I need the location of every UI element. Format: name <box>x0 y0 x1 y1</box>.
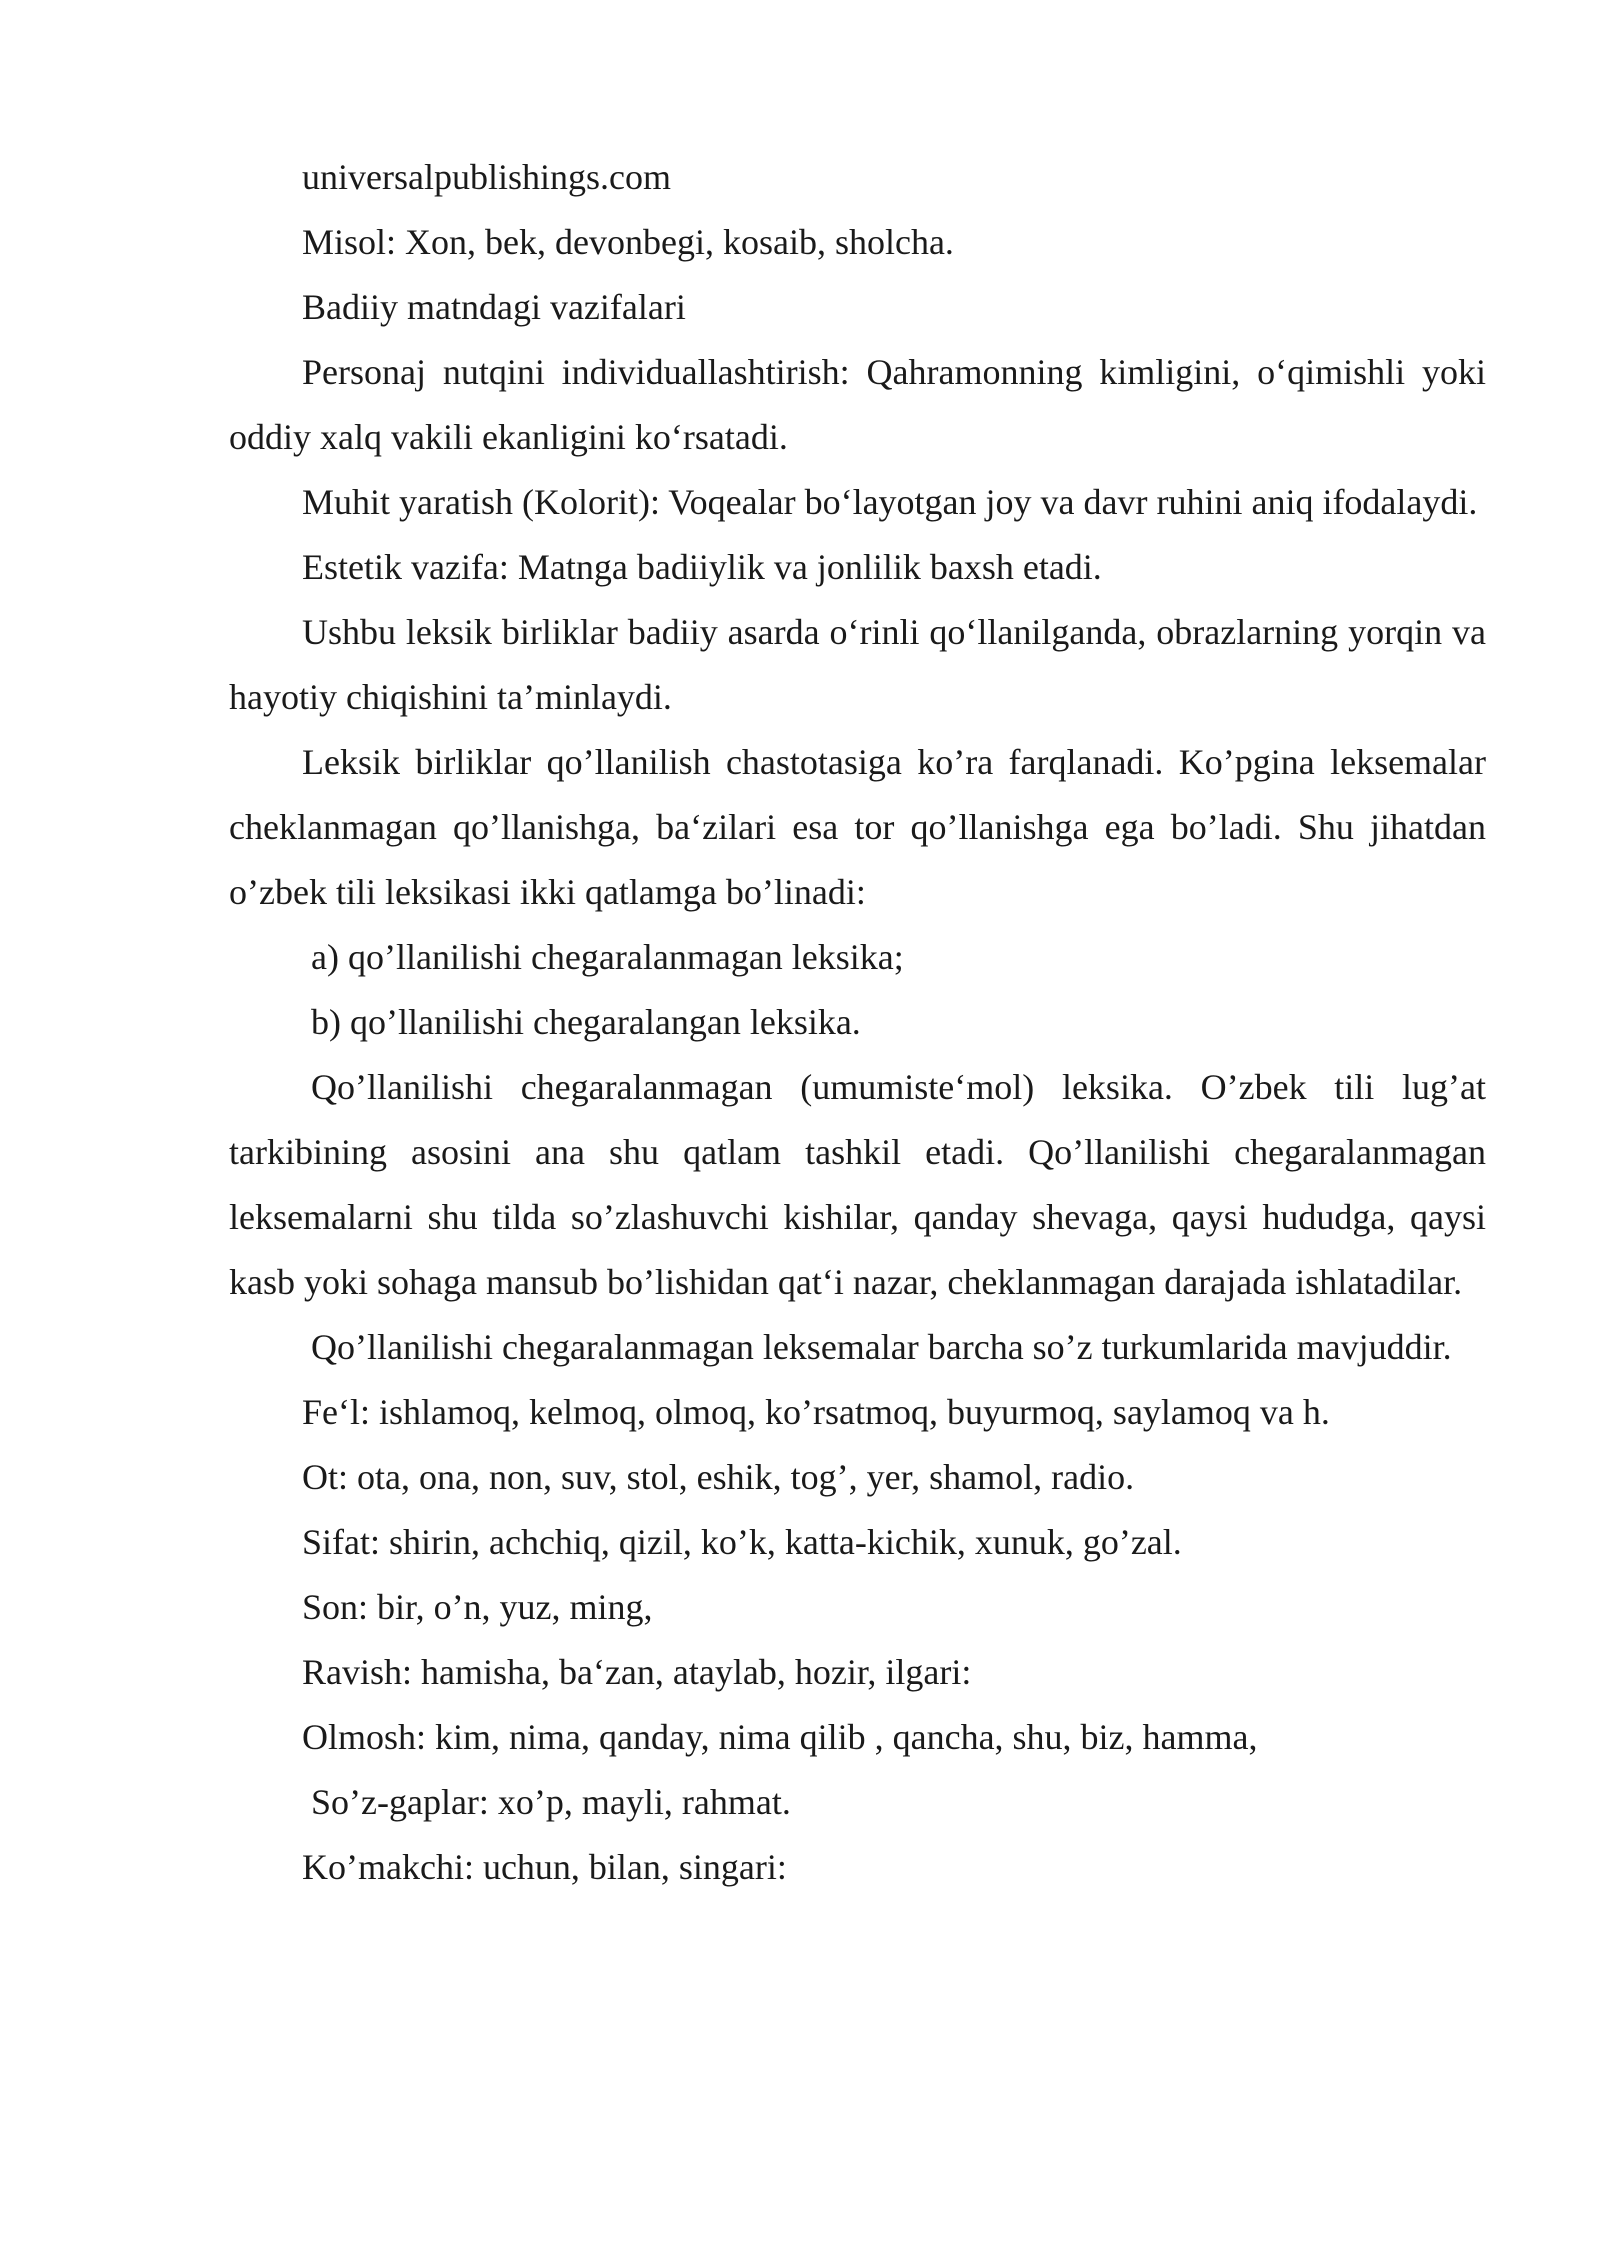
list-item-b: b) qo’llanilishi chegaralangan leksika. <box>311 1002 861 1042</box>
paragraph-source: universalpublishings.com <box>302 157 671 197</box>
list-item-a: a) qo’llanilishi chegaralanmagan leksika; <box>311 937 904 977</box>
paragraph-heading-functions: Badiiy matndagi vazifalari <box>302 287 686 327</box>
paragraph-frequency: Leksik birliklar qo’llanilish chastotasiga ko’ra farqlanadi. Ko’pgina leksemalar cheklanmagan qo’llanishga, ba‘zilari esa tor qo’llanishga ega bo’ladi. Shu jihatdan o’zbek tili leksikasi ikki qatlamga bo’linadi: <box>229 742 1486 912</box>
paragraph-environment: Muhit yaratish (Kolorit): Voqealar bo‘layotgan joy va davr ruhini aniq ifodalaydi. <box>302 482 1478 522</box>
paragraph-adjective: Sifat: shirin, achchiq, qizil, ko’k, katta-kichik, xunuk, go’zal. <box>302 1522 1182 1562</box>
document-body <box>229 145 1486 1900</box>
paragraph-numeral: Son: bir, o’n, yuz, ming, <box>302 1587 653 1627</box>
paragraph-postposition: Ko’makchi: uchun, bilan, singari: <box>302 1847 787 1887</box>
paragraph-character-speech: Personaj nutqini individuallashtirish: Qahramonning kimligini, o‘qimishli yoki oddiy xalq vakili ekanligini ko‘rsatadi. <box>229 352 1486 457</box>
paragraph-word-sentences: So’z-gaplar: xo’p, mayli, rahmat. <box>311 1782 791 1822</box>
paragraph-verb: Fe‘l: ishlamoq, kelmoq, olmoq, ko’rsatmoq, buyurmoq, saylamoq va h. <box>302 1392 1330 1432</box>
paragraph-aesthetic: Estetik vazifa: Matnga badiiylik va jonlilik baxsh etadi. <box>302 547 1102 587</box>
paragraph-noun: Ot: ota, ona, non, suv, stol, eshik, tog’, yer, shamol, radio. <box>302 1457 1135 1497</box>
paragraph-word-classes: Qo’llanilishi chegaralanmagan leksemalar barcha so’z turkumlarida mavjuddir. <box>311 1327 1452 1367</box>
paragraph-unrestricted-lexicon: Qo’llanilishi chegaralanmagan (umumiste‘mol) leksika. O’zbek tili lug’at tarkibining asosini ana shu qatlam tashkil etadi. Qo’llanilishi chegaralanmagan leksemalarni shu tilda so’zlashuvchi kishilar, qanday shevaga, qaysi hududga, qaysi kasb yoki sohaga mansub bo’lishidan qat‘i nazar, cheklanmagan darajada ishlatadilar. <box>229 1067 1486 1302</box>
paragraph-pronoun: Olmosh: kim, nima, qanday, nima qilib , qancha, shu, biz, hamma, <box>302 1717 1258 1757</box>
paragraph-example: Misol: Xon, bek, devonbegi, kosaib, sholcha. <box>302 222 954 262</box>
paragraph-adverb: Ravish: hamisha, ba‘zan, ataylab, hozir, ilgari: <box>302 1652 972 1692</box>
paragraph-lexical-units: Ushbu leksik birliklar badiiy asarda o‘rinli qo‘llanilganda, obrazlarning yorqin va hayotiy chiqishini ta’minlaydi. <box>229 612 1486 717</box>
